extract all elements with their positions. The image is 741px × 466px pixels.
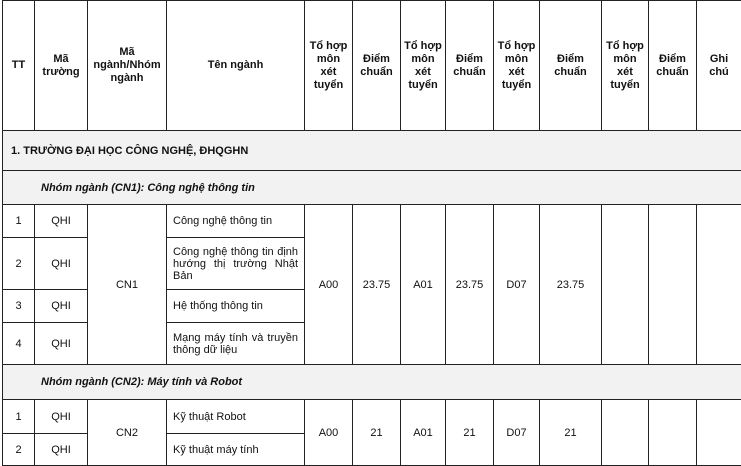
cell-ma-truong: QHI <box>35 400 88 434</box>
cell-ghi-chu <box>697 205 741 365</box>
cell-ma-truong: QHI <box>35 323 88 365</box>
section-row <box>3 131 741 171</box>
cell-diem-3: 23.75 <box>540 205 602 365</box>
cell-diem-2: 23.75 <box>446 205 494 365</box>
cell-to-hop-3: D07 <box>494 205 540 365</box>
table-row <box>3 400 741 434</box>
cell-ten-nganh: Mạng máy tính và truyền thông dữ liệu <box>167 323 305 365</box>
cell-ten-nganh: Công nghệ thông tin <box>167 205 305 238</box>
group-title: Nhóm ngành (CN2): Máy tính và Robot <box>3 365 741 400</box>
header-to-hop-2: Tổ hợp môn xét tuyển <box>401 1 446 131</box>
cell-ma-truong: QHI <box>35 434 88 466</box>
cell-tt: 2 <box>3 238 35 290</box>
section-title: 1. TRƯỜNG ĐẠI HỌC CÔNG NGHỆ, ĐHQGHN <box>3 131 741 171</box>
cell-ma-nganh: CN2 <box>88 400 167 466</box>
cell-ma-nganh: CN1 <box>88 205 167 365</box>
cell-diem-2: 21 <box>446 400 494 466</box>
header-to-hop-1: Tổ hợp môn xét tuyển <box>305 1 353 131</box>
cell-tt: 1 <box>3 205 35 238</box>
admission-scores-table <box>2 0 741 466</box>
cell-tt: 3 <box>3 290 35 323</box>
header-ma-truong: Mã trường <box>35 1 88 131</box>
cell-diem-4 <box>649 205 697 365</box>
cell-ten-nganh: Hệ thống thông tin <box>167 290 305 323</box>
table-row <box>3 205 741 238</box>
cell-to-hop-2: A01 <box>401 400 446 466</box>
header-diem-4: Điểm chuẩn <box>649 1 697 131</box>
cell-ten-nganh: Kỹ thuật Robot <box>167 400 305 434</box>
cell-ten-nganh: Công nghệ thông tin định hướng thị trường Nhật Bản <box>167 238 305 290</box>
cell-to-hop-2: A01 <box>401 205 446 365</box>
group-title: Nhóm ngành (CN1): Công nghệ thông tin <box>3 171 741 205</box>
cell-tt: 4 <box>3 323 35 365</box>
header-to-hop-4: Tổ hợp môn xét tuyển <box>602 1 649 131</box>
cell-ma-truong: QHI <box>35 290 88 323</box>
cell-to-hop-4 <box>602 205 649 365</box>
cell-to-hop-1: A00 <box>305 400 353 466</box>
cell-to-hop-3: D07 <box>494 400 540 466</box>
header-diem-2: Điểm chuẩn <box>446 1 494 131</box>
cell-to-hop-4 <box>602 400 649 466</box>
header-ghi-chu: Ghi chú <box>697 1 741 131</box>
header-row <box>3 1 741 131</box>
header-tt: TT <box>3 1 35 131</box>
cell-tt: 1 <box>3 400 35 434</box>
header-ten-nganh: Tên ngành <box>167 1 305 131</box>
header-ma-nganh: Mã ngành/Nhóm ngành <box>88 1 167 131</box>
cell-diem-1: 23.75 <box>353 205 401 365</box>
cell-diem-4 <box>649 400 697 466</box>
header-to-hop-3: Tổ hợp môn xét tuyển <box>494 1 540 131</box>
group-row <box>3 171 741 205</box>
header-diem-1: Điểm chuẩn <box>353 1 401 131</box>
cell-tt: 2 <box>3 434 35 466</box>
header-diem-3: Điểm chuẩn <box>540 1 602 131</box>
cell-ghi-chu <box>697 400 741 466</box>
group-row <box>3 365 741 400</box>
cell-ma-truong: QHI <box>35 205 88 238</box>
cell-ma-truong: QHI <box>35 238 88 290</box>
cell-to-hop-1: A00 <box>305 205 353 365</box>
cell-ten-nganh: Kỹ thuật máy tính <box>167 434 305 466</box>
cell-diem-3: 21 <box>540 400 602 466</box>
cell-diem-1: 21 <box>353 400 401 466</box>
